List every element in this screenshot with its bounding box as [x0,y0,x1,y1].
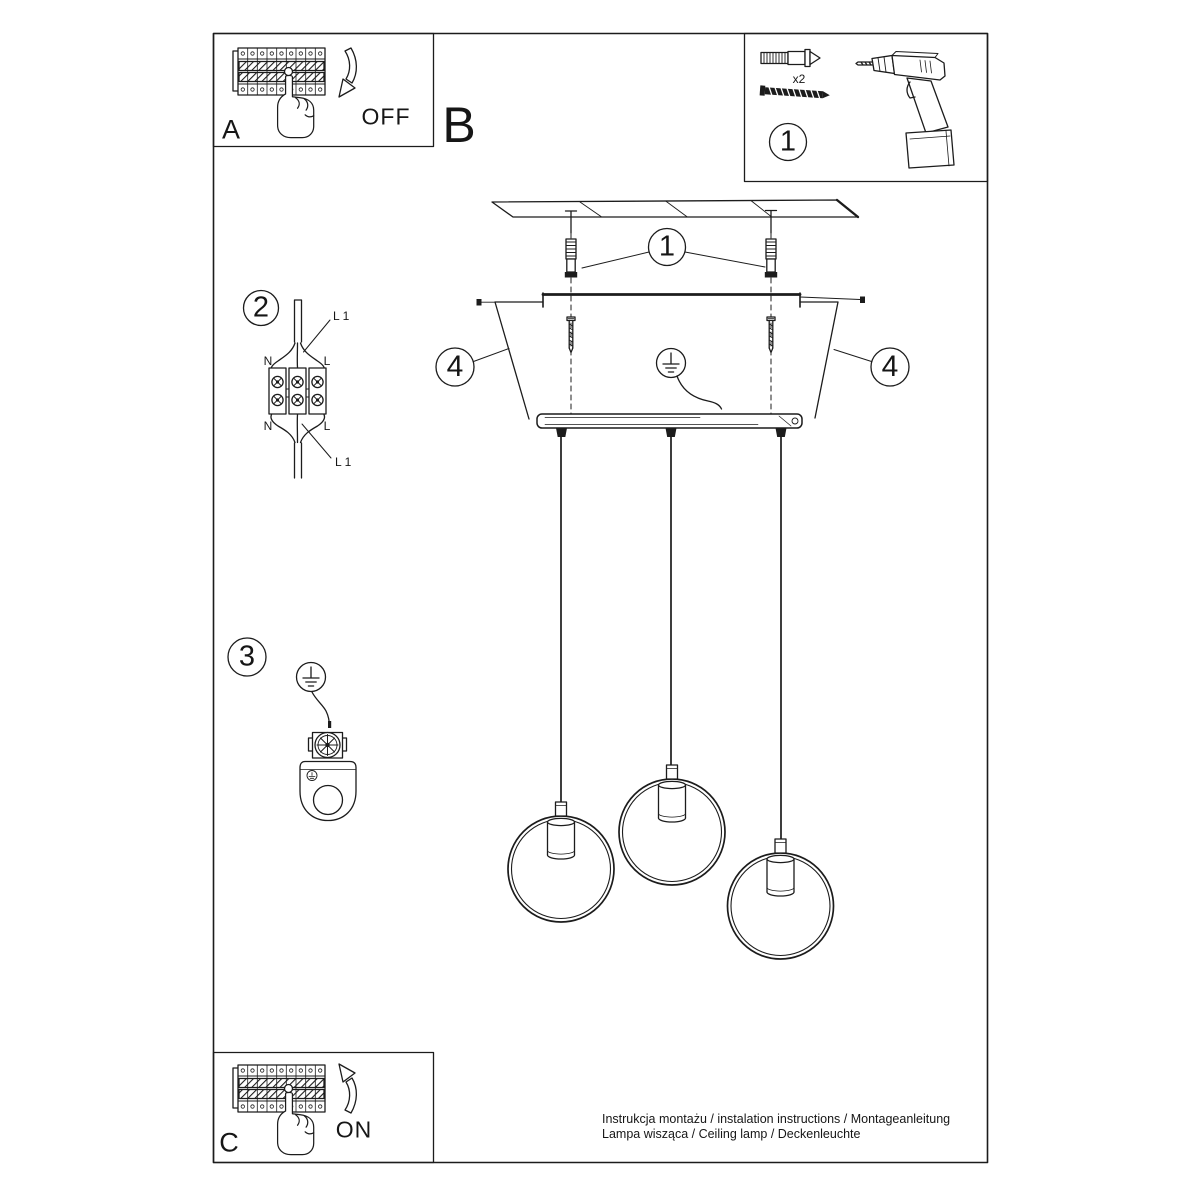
cable-gland [666,428,677,437]
terminal-screw [292,394,303,405]
callout-4-number: 4 [446,350,464,383]
pendant-ring-lamp [508,802,614,922]
assembly-illustration [436,200,909,959]
terminal-screw [272,376,283,387]
callout-1-number: 1 [658,230,676,263]
wire-line-bottom [301,415,325,443]
earth-clamp-icon [309,733,347,759]
wire-label-l1-bottom: L 1 [335,455,352,469]
callout-4-leader-left [474,349,510,362]
footer-line-2: Lampa wisząca / Ceiling lamp / Deckenleuchte [602,1127,861,1141]
power-off-label: OFF [361,103,411,130]
ceiling-plate [492,200,858,233]
mounting-bracket [543,293,800,307]
wire-label-l-top: L [323,354,331,368]
l1-leader-top [304,320,331,352]
terminal-screw [312,394,323,405]
terminal-screw [272,394,283,405]
ground-wire [312,692,330,727]
wire-neutral-bottom [271,415,295,443]
step-a-label: A [221,114,241,145]
ground-wire [677,376,722,409]
terminal-screw [292,376,303,387]
terminal-block [269,368,326,414]
callout-4-leader-right [834,350,872,362]
terminal-screw [312,376,323,387]
wire-label-n-top: N [263,354,273,368]
anchor-dowel-icon [565,239,577,278]
breaker-toggle-knob [285,68,293,76]
anchor-dowel-icon [765,239,777,278]
breaker-toggle-knob [285,1085,293,1093]
canopy-base-bar [537,414,802,428]
lamp-cable [295,443,302,478]
cable-gland [556,428,567,437]
wire-line-top [301,343,325,372]
quantity-label: x2 [792,72,806,86]
footer-caption [602,1112,950,1142]
ring-bracket-icon [300,762,356,821]
wire-ferrule [328,721,331,728]
wire-label-l-bottom: L [323,419,331,433]
cable-gland [776,428,787,437]
callout-3-number: 3 [238,640,256,673]
power-off-illustration [233,48,356,138]
arrow-down-icon [339,48,356,97]
earth-symbol-icon [297,663,326,692]
wire-label-l1-top: L 1 [333,309,350,323]
power-on-label: ON [335,1116,373,1143]
supply-cable [295,300,302,342]
pendant-ring-lamp [619,765,725,885]
earth-symbol-icon [657,349,686,378]
drill-icon [856,52,954,169]
callout-2-number: 2 [252,291,270,324]
circuit-breaker-icon [233,48,325,95]
footer-line-1: Instrukcja montażu / instalation instructions / Montageanleitung [602,1112,951,1126]
step-b-label: B [442,97,476,153]
mounting-screw-icon [760,85,831,100]
wall-plug-icon [761,50,820,67]
wire-neutral-top [271,343,295,372]
pendant-ring-lamp [728,839,834,959]
callout-1-number: 1 [779,125,797,158]
wire-label-n-bottom: N [263,419,273,433]
circuit-breaker-icon [233,1065,325,1112]
step-c-label: C [219,1127,239,1158]
arrow-up-icon [339,1064,356,1113]
callout-4-number: 4 [881,350,899,383]
